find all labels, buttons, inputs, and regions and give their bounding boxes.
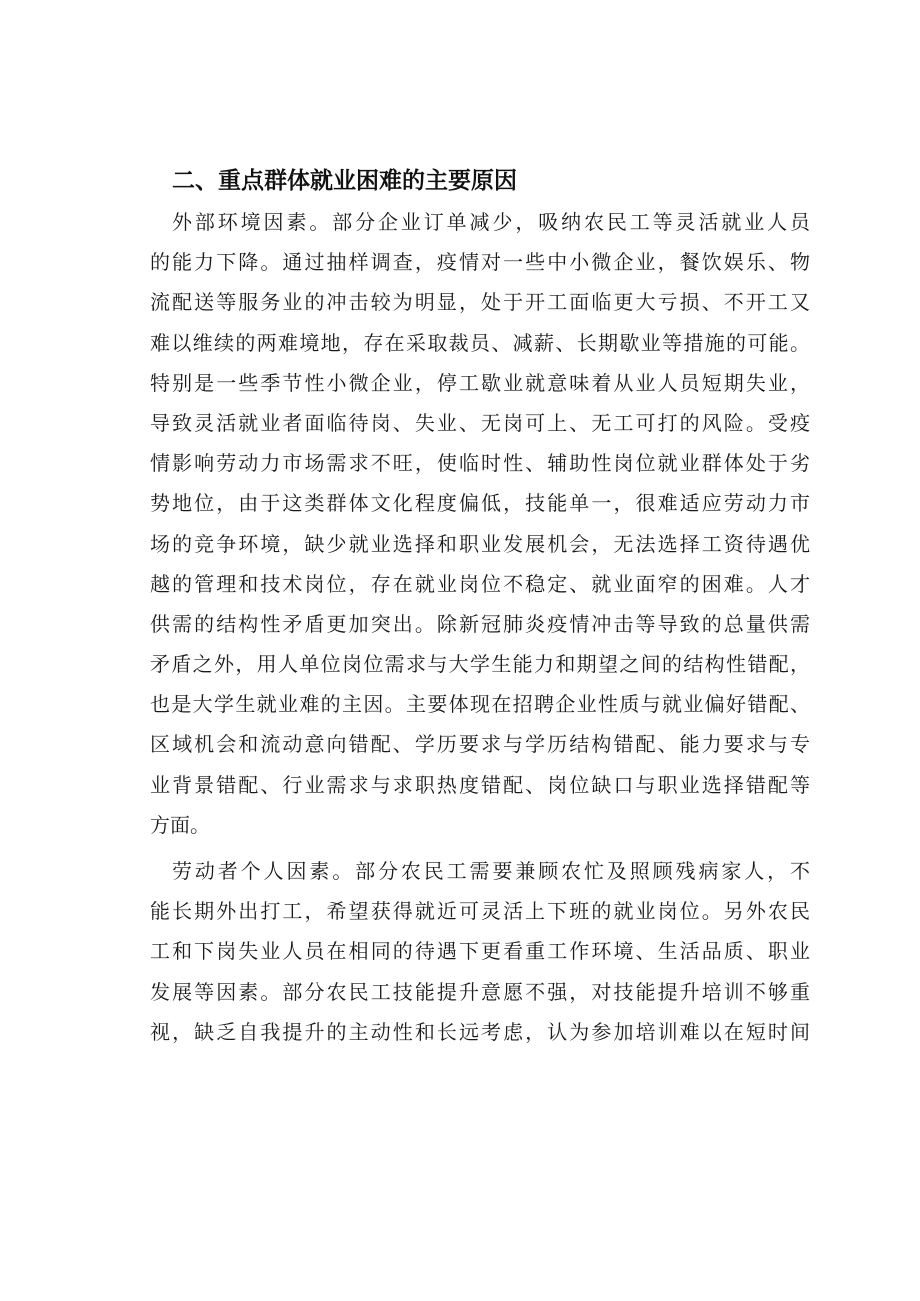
section-heading: 二、重点群体就业困难的主要原因 <box>172 168 517 194</box>
paragraph-individual-factors <box>150 851 810 1052</box>
text-line: 供需的结构性矛盾更加突出。除新冠肺炎疫情冲击等导致的总量供需 <box>150 611 810 636</box>
text-line: 的能力下降。通过抽样调查，疫情对一些中小微企业，餐饮娱乐、物 <box>150 250 810 275</box>
text-line: 导致灵活就业者面临待岗、失业、无岗可上、无工可打的风险。受疫 <box>150 410 810 435</box>
paragraph-external-factors <box>150 202 810 845</box>
text-line: 工和下岗失业人员在相同的待遇下更看重工作环境、生活品质、职业 <box>150 939 810 964</box>
text-line: 难以维续的两难境地，存在采取裁员、减薪、长期歇业等措施的可能。 <box>150 330 810 355</box>
document-body <box>150 202 810 1052</box>
text-line: 矛盾之外，用人单位岗位需求与大学生能力和期望之间的结构性错配， <box>150 652 810 677</box>
text-line: 能长期外出打工，希望获得就近可灵活上下班的就业岗位。另外农民 <box>150 899 810 924</box>
text-line: 场的竞争环境，缺少就业选择和职业发展机会，无法选择工资待遇优 <box>150 531 810 556</box>
text-line: 外部环境因素。部分企业订单减少，吸纳农民工等灵活就业人员 <box>172 210 810 234</box>
text-line: 特别是一些季节性小微企业，停工歇业就意味着从业人员短期失业， <box>150 370 810 395</box>
text-line: 业背景错配、行业需求与求职热度错配、岗位缺口与职业选择错配等 <box>150 772 810 797</box>
text-line: 劳动者个人因素。部分农民工需要兼顾农忙及照顾残病家人，不 <box>172 859 810 883</box>
text-line: 流配送等服务业的冲击较为明显，处于开工面临更大亏损、不开工又 <box>150 290 810 315</box>
text-line: 势地位，由于这类群体文化程度偏低，技能单一，很难适应劳动力市 <box>150 491 810 516</box>
text-line: 区域机会和流动意向错配、学历要求与学历结构错配、能力要求与专 <box>150 732 810 757</box>
text-line: 越的管理和技术岗位，存在就业岗位不稳定、就业面窄的困难。人才 <box>150 571 810 596</box>
text-line: 方面。 <box>150 812 210 837</box>
text-line: 情影响劳动力市场需求不旺，使临时性、辅助性岗位就业群体处于劣 <box>150 451 810 476</box>
text-line: 也是大学生就业难的主因。主要体现在招聘企业性质与就业偏好错配、 <box>150 692 810 717</box>
text-line: 发展等因素。部分农民工技能提升意愿不强，对技能提升培训不够重 <box>150 979 810 1004</box>
text-line: 视，缺乏自我提升的主动性和长远考虑，认为参加培训难以在短时间 <box>150 1019 810 1044</box>
